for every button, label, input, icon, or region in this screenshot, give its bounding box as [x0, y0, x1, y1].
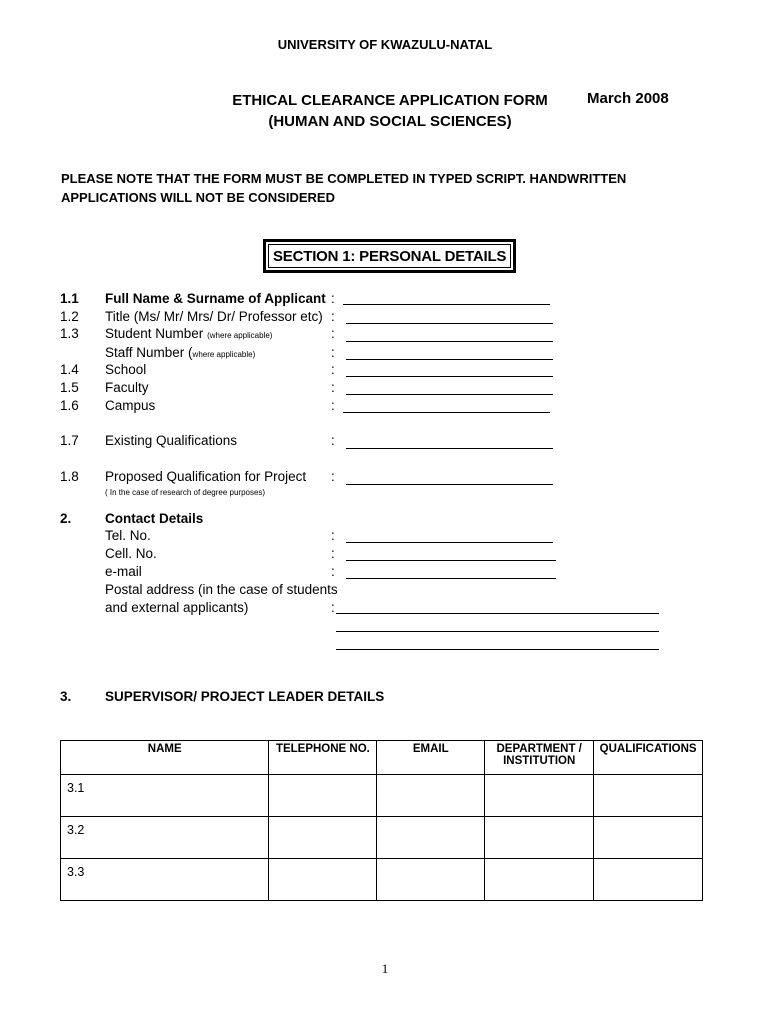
- section-1-heading-box: [263, 239, 516, 273]
- staff-number-label: Staff Number (: [105, 345, 193, 360]
- qualifications-cell[interactable]: [594, 817, 703, 859]
- field-colon: :: [331, 309, 335, 324]
- section-1-heading: SECTION 1: PERSONAL DETAILS: [268, 244, 511, 268]
- typed-script-notice: PLEASE NOTE THAT THE FORM MUST BE COMPLETED IN TYPED SCRIPT. HANDWRITTEN APPLICATIONS WILL NOT BE CONSIDERED: [61, 171, 627, 205]
- field-label: Tel. No.: [105, 528, 151, 543]
- section-3-number: 3.: [60, 689, 72, 704]
- department-cell[interactable]: [485, 859, 594, 901]
- tel-input-line[interactable]: [346, 542, 553, 543]
- university-name: UNIVERSITY OF KWAZULU-NATAL: [277, 37, 493, 52]
- postal-address-input-line-2[interactable]: [336, 631, 659, 632]
- school-input-line[interactable]: [346, 376, 553, 377]
- campus-input-line[interactable]: [343, 412, 550, 413]
- row-label[interactable]: 3.3: [61, 859, 269, 901]
- field-colon: :: [331, 380, 335, 395]
- field-colon: :: [331, 433, 335, 448]
- qualifications-cell[interactable]: [594, 859, 703, 901]
- field-existing-qualifications: [0, 433, 770, 451]
- field-school: [0, 362, 770, 380]
- field-colon: :: [331, 362, 335, 377]
- field-postal-address: [0, 600, 770, 618]
- title-input-line[interactable]: [346, 323, 553, 324]
- telephone-cell[interactable]: [269, 859, 377, 901]
- table-header-row: [61, 741, 703, 775]
- field-label: Title (Ms/ Mr/ Mrs/ Dr/ Professor etc): [105, 309, 323, 324]
- field-cell: [0, 546, 770, 564]
- contact-details-heading: [0, 511, 770, 529]
- field-label: and external applicants): [105, 600, 249, 615]
- col-telephone-header: TELEPHONE NO.: [269, 741, 377, 775]
- field-full-name: [0, 291, 770, 309]
- table-row: [61, 859, 703, 901]
- field-number: 1.6: [60, 398, 79, 413]
- field-number: 1.2: [60, 309, 79, 324]
- form-date: March 2008: [587, 90, 669, 107]
- field-proposed-qualification: [0, 469, 770, 487]
- field-colon: :: [331, 600, 335, 615]
- field-colon: :: [331, 469, 335, 484]
- student-number-input-line[interactable]: [346, 341, 553, 342]
- telephone-cell[interactable]: [269, 817, 377, 859]
- supervisor-table: [60, 740, 703, 901]
- col-name-header: NAME: [61, 741, 269, 775]
- field-number: 1.3: [60, 326, 79, 341]
- field-staff-number: [0, 345, 770, 363]
- field-colon: :: [331, 345, 335, 360]
- form-title-line-1: ETHICAL CLEARANCE APPLICATION FORM: [232, 92, 548, 109]
- col-qualifications-header: QUALIFICATIONS: [594, 741, 703, 775]
- field-number: 1.4: [60, 362, 79, 377]
- field-label: Faculty: [105, 380, 149, 395]
- field-postal-address-label-1: [0, 582, 770, 600]
- field-campus: [0, 398, 770, 416]
- department-cell[interactable]: [485, 817, 594, 859]
- row-label[interactable]: 3.1: [61, 775, 269, 817]
- email-input-line[interactable]: [346, 578, 556, 579]
- field-label: e-mail: [105, 564, 142, 579]
- email-cell[interactable]: [377, 775, 485, 817]
- field-student-number: [0, 326, 770, 344]
- field-number: 1.1: [60, 291, 79, 306]
- field-colon: :: [331, 564, 335, 579]
- field-label: School: [105, 362, 147, 377]
- section-3-title: SUPERVISOR/ PROJECT LEADER DETAILS: [105, 689, 385, 704]
- table-row: [61, 817, 703, 859]
- student-number-label: Student Number: [105, 326, 204, 341]
- email-cell[interactable]: [377, 817, 485, 859]
- field-label: Proposed Qualification for Project: [105, 469, 307, 484]
- form-title-line-2: (HUMAN AND SOCIAL SCIENCES): [268, 113, 512, 130]
- telephone-cell[interactable]: [269, 775, 377, 817]
- field-title: [0, 309, 770, 327]
- postal-address-input-line-3[interactable]: [336, 649, 659, 650]
- field-tel: [0, 528, 770, 546]
- full-name-input-line[interactable]: [343, 304, 550, 305]
- field-colon: :: [331, 326, 335, 341]
- field-colon: :: [331, 546, 335, 561]
- staff-number-note: where applicable): [192, 350, 256, 359]
- proposed-qualification-note: ( In the case of research of degree purposes): [105, 488, 266, 497]
- field-colon: :: [331, 528, 335, 543]
- field-label: Full Name & Surname of Applicant: [105, 291, 326, 306]
- department-cell[interactable]: [485, 775, 594, 817]
- existing-qualifications-input-line[interactable]: [346, 448, 553, 449]
- form-title: [225, 90, 555, 132]
- proposed-qualification-input-line[interactable]: [346, 484, 553, 485]
- field-email: [0, 564, 770, 582]
- faculty-input-line[interactable]: [346, 394, 553, 395]
- col-email-header: EMAIL: [377, 741, 485, 775]
- supervisor-heading: [0, 689, 770, 707]
- page-number: 1: [381, 961, 389, 976]
- field-number: 1.7: [60, 433, 79, 448]
- field-label: Campus: [105, 398, 156, 413]
- field-label: Existing Qualifications: [105, 433, 238, 448]
- field-colon: :: [331, 291, 335, 306]
- field-label: [105, 345, 255, 360]
- section-2-title: Contact Details: [105, 511, 204, 526]
- staff-number-input-line[interactable]: [346, 359, 553, 360]
- qualifications-cell[interactable]: [594, 775, 703, 817]
- field-label: Postal address (in the case of students: [105, 582, 338, 597]
- postal-address-input-line-1[interactable]: [336, 613, 659, 614]
- col-department-header: DEPARTMENT / INSTITUTION: [485, 741, 594, 775]
- field-label: Cell. No.: [105, 546, 157, 561]
- field-number: 1.8: [60, 469, 79, 484]
- row-label[interactable]: 3.2: [61, 817, 269, 859]
- email-cell[interactable]: [377, 859, 485, 901]
- field-colon: :: [331, 398, 335, 413]
- cell-input-line[interactable]: [346, 560, 556, 561]
- section-2-number: 2.: [60, 511, 72, 526]
- field-number: 1.5: [60, 380, 79, 395]
- student-number-note: (where applicable): [207, 331, 273, 340]
- field-faculty: [0, 380, 770, 398]
- field-label: [105, 326, 272, 341]
- table-row: [61, 775, 703, 817]
